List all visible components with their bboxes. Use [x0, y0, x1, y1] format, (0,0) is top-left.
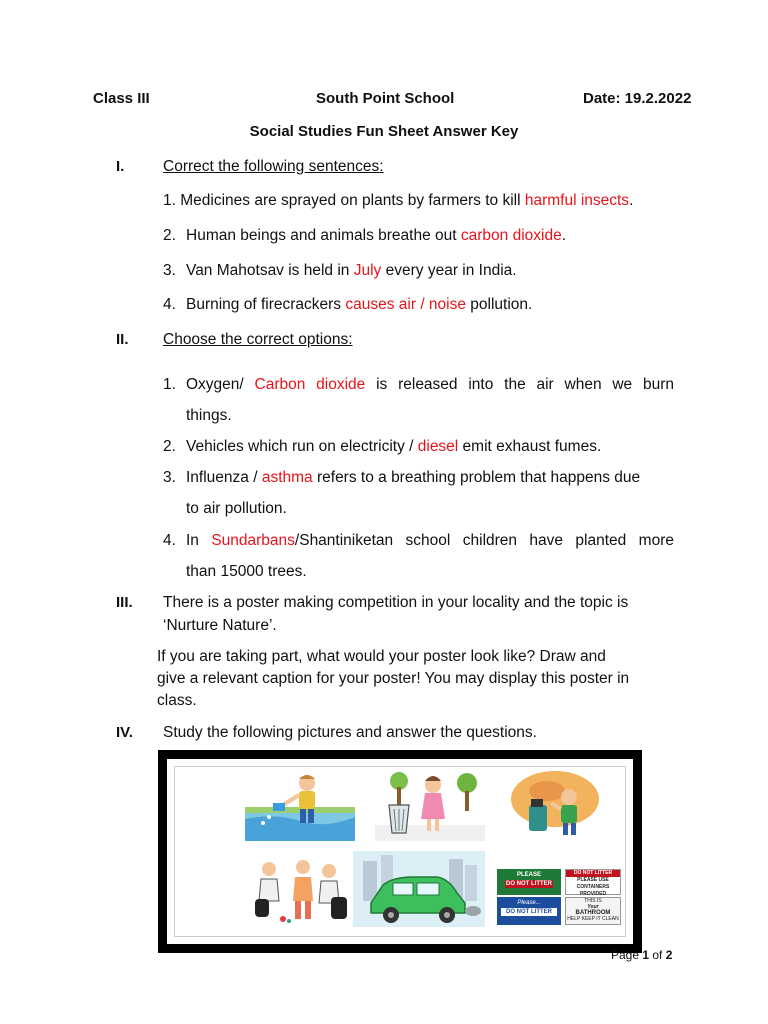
- s1-item-1-answer: harmful insects: [524, 192, 630, 209]
- s1-item-2-num: 2.: [163, 227, 176, 244]
- s2-item-1-pre: Oxygen/: [186, 376, 255, 393]
- s2-item-2-answer: diesel: [417, 438, 459, 455]
- date-label: Date: 19.2.2022: [583, 90, 692, 107]
- s4-text: Study the following pictures and answer the questions.: [163, 724, 537, 741]
- please-script-text: Please...: [517, 900, 541, 906]
- bathroom-sign-this-is: THIS IS: [584, 898, 602, 904]
- car-pollution-picture: [353, 851, 485, 927]
- section-4-number: IV.: [116, 724, 133, 741]
- s2-item-1-num: 1.: [163, 376, 176, 393]
- bathroom-sign-keep-clean: HELP KEEP IT CLEAN: [567, 916, 619, 922]
- s3-para-2: give a relevant caption for your poster! You may display this poster in: [157, 670, 630, 687]
- bathroom-sign-bathroom: BATHROOM: [575, 910, 611, 916]
- boy-littering-water-picture: [245, 771, 355, 841]
- s1-item-4-post: pollution.: [466, 296, 533, 313]
- page-footer: [611, 948, 672, 962]
- please-sign-litter: DO NOT LITTER: [506, 881, 552, 887]
- please-sign: [497, 869, 561, 895]
- s3-para-1: If you are taking part, what would your poster look like? Draw and: [157, 648, 606, 665]
- s2-item-3-cont: to air pollution.: [186, 500, 287, 517]
- please-sign-title: PLEASE: [516, 872, 541, 878]
- girl-dustbin-picture: [375, 769, 485, 841]
- s2-item-3-num: 3.: [163, 469, 176, 486]
- s1-item-4-pre: Burning of firecrackers: [186, 296, 346, 313]
- of-word: of: [649, 948, 666, 962]
- do-not-litter-signs-picture: [497, 869, 623, 925]
- s2-item-1-cont: things.: [186, 407, 232, 424]
- s1-item-2-answer: carbon dioxide: [460, 227, 562, 244]
- s2-item-1: [186, 376, 674, 394]
- please-script-sign: [497, 897, 561, 925]
- s2-item-4: [186, 532, 674, 550]
- s2-item-2-pre: Vehicles which run on electricity /: [186, 438, 418, 455]
- s2-item-1-answer: Carbon dioxide: [254, 376, 366, 393]
- s1-item-2: [186, 227, 566, 245]
- s2-item-4-num: 4.: [163, 532, 176, 549]
- sheet-title: Social Studies Fun Sheet Answer Key: [249, 123, 519, 140]
- s1-item-1-post: .: [629, 192, 634, 209]
- bathroom-sign-your: Your: [587, 904, 599, 910]
- section-3-number: III.: [116, 594, 133, 611]
- s1-item-3: [186, 262, 517, 280]
- please-script-litter: DO NOT LITTER: [501, 908, 557, 916]
- section-1-heading: Correct the following sentences:: [163, 158, 384, 175]
- use-containers-sign-title: DO NOT LITTER: [566, 870, 620, 877]
- s2-item-4-pre: In: [186, 532, 212, 549]
- s1-item-2-pre: Human beings and animals breathe out: [186, 227, 461, 244]
- s2-item-3-post: refers to a breathing problem that happens due: [312, 469, 641, 486]
- s2-item-2-num: 2.: [163, 438, 176, 455]
- s3-line-2: ‘Nurture Nature’.: [163, 617, 277, 634]
- s2-item-4-cont: than 15000 trees.: [186, 563, 307, 580]
- s2-item-4-post: /Shantiniketan school children have planted more: [294, 532, 674, 549]
- s1-item-2-post: .: [561, 227, 567, 244]
- use-containers-sign-text: PLEASE USE CONTAINERS PROVIDED: [576, 877, 610, 897]
- s2-item-2-post: emit exhaust fumes.: [458, 438, 602, 455]
- s1-item-4: [186, 296, 532, 314]
- page-total: 2: [665, 948, 673, 962]
- s1-item-3-num: 3.: [163, 262, 176, 279]
- pictures-frame: [158, 750, 642, 953]
- page-word: Page: [611, 948, 643, 962]
- s1-item-1: [163, 192, 633, 210]
- s2-item-4-answer: Sundarbans: [211, 532, 295, 549]
- s1-item-4-answer: causes air / noise: [345, 296, 466, 313]
- s2-item-3: [186, 469, 674, 487]
- section-2-number: II.: [116, 331, 129, 348]
- s1-item-4-num: 4.: [163, 296, 176, 313]
- school-name: South Point School: [316, 90, 455, 107]
- s2-item-2: [186, 438, 601, 456]
- section-1-number: I.: [116, 158, 125, 175]
- s2-item-3-pre: Influenza /: [186, 469, 262, 486]
- bathroom-sign: [565, 897, 621, 925]
- s1-item-3-pre: Van Mahotsav is held in: [186, 262, 354, 279]
- s2-item-3-answer: asthma: [261, 469, 313, 486]
- s3-para-3: class.: [157, 692, 197, 709]
- cleaning-litter-picture: [243, 857, 353, 927]
- use-containers-sign: [565, 869, 621, 895]
- boy-pollution-bin-picture: [507, 769, 603, 841]
- s1-item-3-post: every year in India.: [381, 262, 517, 279]
- section-2-heading: Choose the correct options:: [163, 331, 353, 348]
- s3-line-1: There is a poster making competition in your locality and the topic is: [163, 594, 629, 611]
- s2-item-1-post: is released into the air when we burn: [365, 376, 675, 393]
- page-number: 1: [642, 948, 650, 962]
- s1-item-1-pre: 1. Medicines are sprayed on plants by farmers to kill: [163, 192, 525, 209]
- class-label: Class III: [93, 90, 150, 107]
- s1-item-3-answer: July: [353, 262, 382, 279]
